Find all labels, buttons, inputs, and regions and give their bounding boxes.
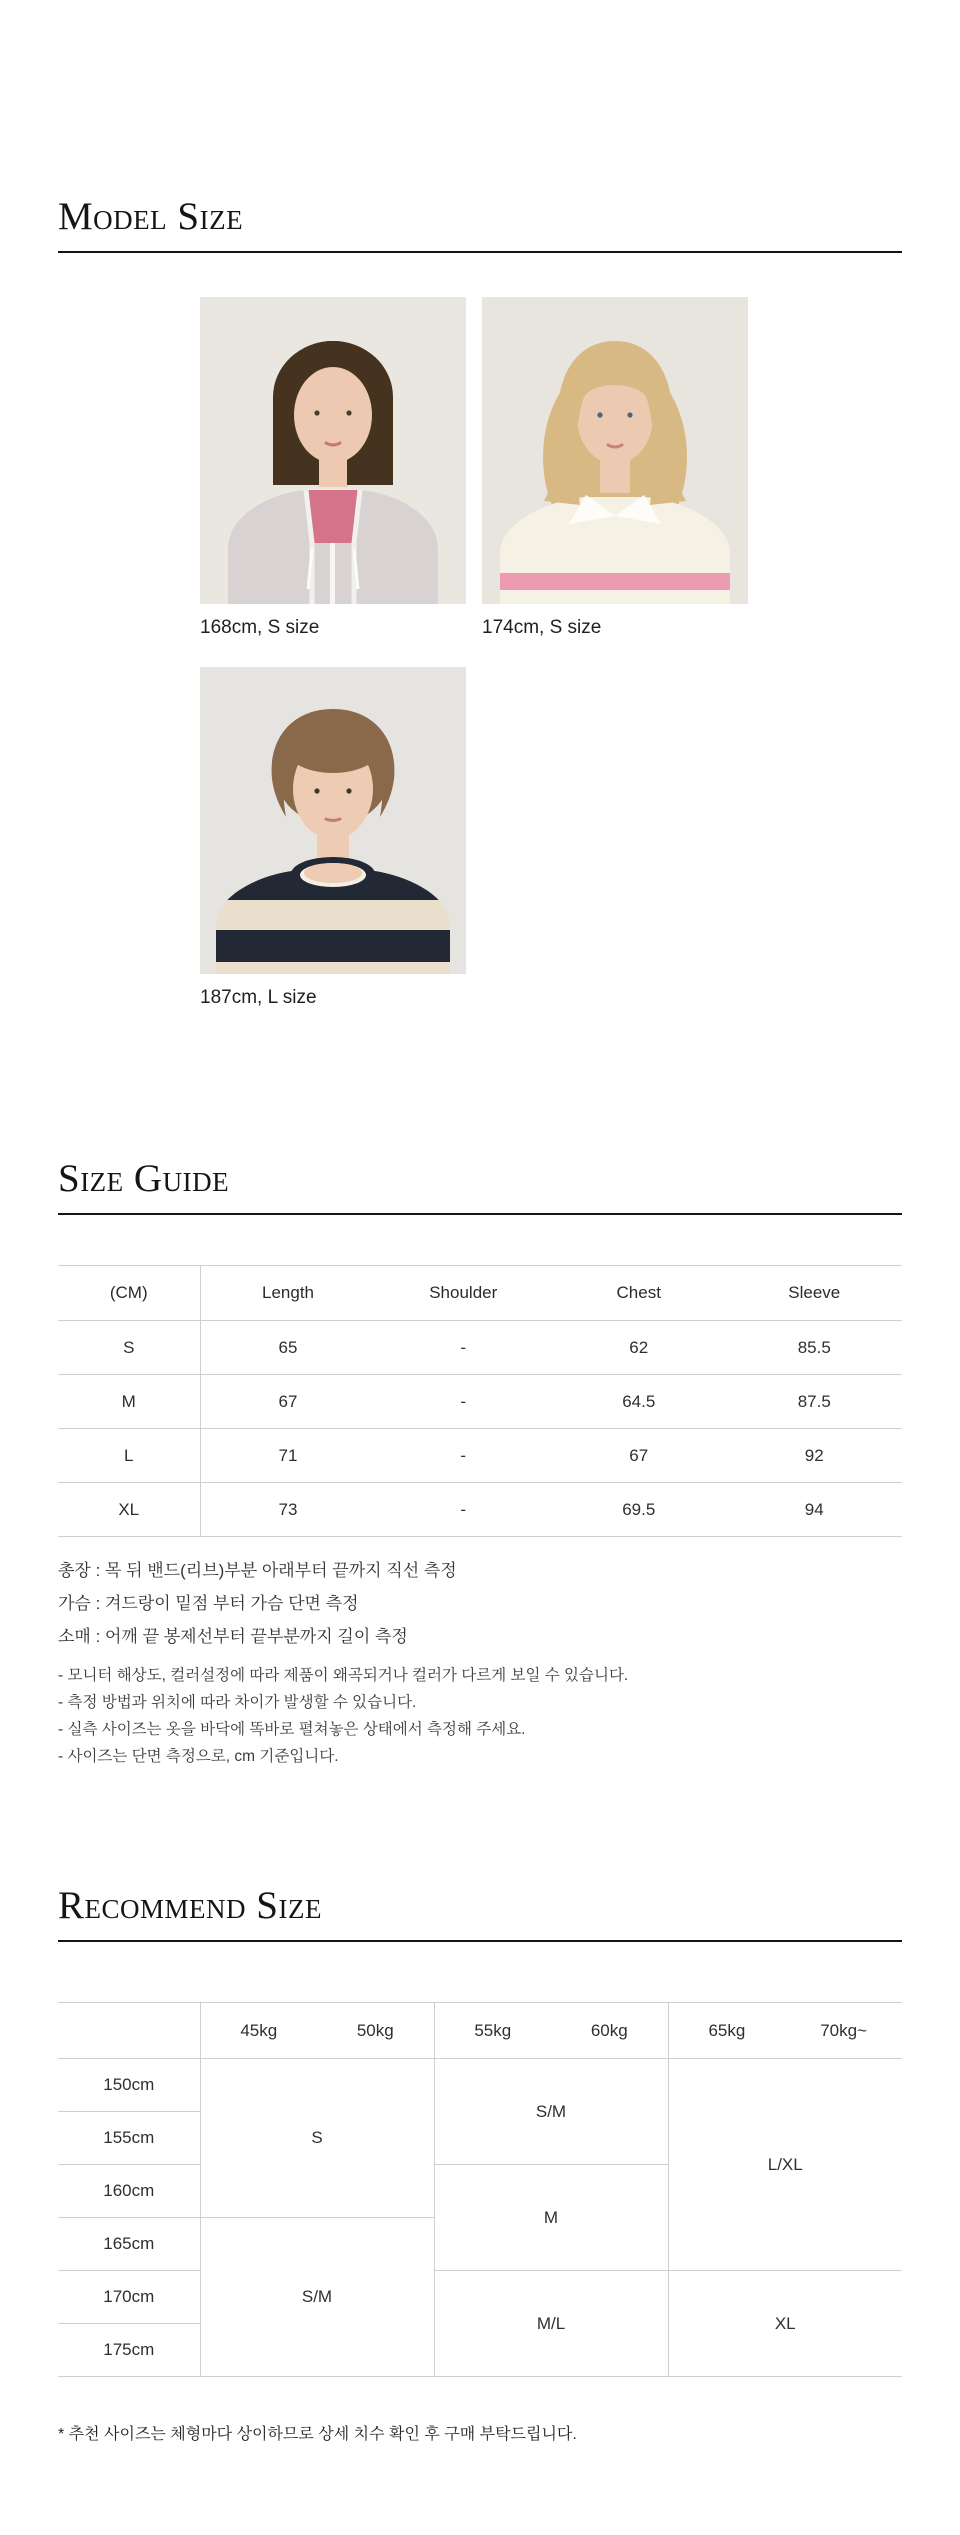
weight-header-65-70 — [668, 2003, 902, 2059]
model-figure-3 — [200, 667, 466, 1009]
recommend-corner-cell — [58, 2003, 200, 2059]
sleeve-value: 94 — [727, 1483, 903, 1537]
weight-label: 50kg — [356, 2020, 394, 2040]
size-label: XL — [58, 1483, 200, 1537]
weight-label: 65kg — [708, 2020, 746, 2040]
size-guide-section — [58, 1159, 902, 1770]
weight-header-55-60 — [434, 2003, 668, 2059]
size-label: M — [58, 1375, 200, 1429]
model-figure-2 — [482, 297, 748, 639]
measure-note-length: 총장 : 목 뒤 밴드(리브)부분 아래부터 끝까지 직선 측정 — [58, 1561, 457, 1580]
recommend-footnote: * 추천 사이즈는 체형마다 상이하므로 상세 치수 확인 후 구매 부탁드립니다. — [58, 2426, 577, 2443]
height-label: 160cm — [58, 2165, 200, 2218]
neck-opening — [304, 863, 362, 883]
chest-value: 64.5 — [551, 1375, 727, 1429]
size-col-header-chest: Chest — [551, 1266, 727, 1321]
sleeve-value: 87.5 — [727, 1375, 903, 1429]
general-note: - 측정 방법과 위치에 따라 차이가 발생할 수 있습니다. — [58, 1694, 417, 1711]
weight-pair — [669, 2021, 903, 2041]
knit-stripe-bottom — [216, 930, 450, 962]
model-caption-1: 168cm, S size — [200, 617, 320, 638]
model-photo-grid — [200, 297, 748, 1037]
mouth — [326, 819, 340, 821]
recommend-cell-lxl: L/XL — [668, 2059, 902, 2271]
recommend-cell-sm2: S/M — [200, 2218, 434, 2377]
size-label: S — [58, 1321, 200, 1375]
size-col-header-cm: (CM) — [58, 1266, 200, 1321]
model-caption-3: 187cm, L size — [200, 987, 317, 1008]
size-col-header-shoulder: Shoulder — [376, 1266, 552, 1321]
height-label: 170cm — [58, 2271, 200, 2324]
chest-value: 62 — [551, 1321, 727, 1375]
zipper — [330, 543, 335, 604]
chest-value: 67 — [551, 1429, 727, 1483]
chest-value: 69.5 — [551, 1483, 727, 1537]
recommend-cell-ml: M/L — [434, 2271, 668, 2377]
model-figure-1 — [200, 297, 466, 639]
size-row-l — [58, 1429, 902, 1483]
height-label: 150cm — [58, 2059, 200, 2112]
weight-header-45-50 — [200, 2003, 434, 2059]
model-size-section — [58, 0, 902, 1037]
recommend-header-row — [58, 2003, 902, 2059]
height-label: 165cm — [58, 2218, 200, 2271]
general-note: - 실측 사이즈는 옷을 바닥에 똑바로 펼쳐놓은 상태에서 측정해 주세요. — [58, 1721, 526, 1738]
shoulder-value: - — [376, 1375, 552, 1429]
size-col-header-sleeve: Sleeve — [727, 1266, 903, 1321]
size-col-header-length: Length — [200, 1266, 376, 1321]
size-row-s — [58, 1321, 902, 1375]
model-photo-1 — [200, 297, 466, 604]
size-guide-table — [58, 1265, 902, 1537]
general-notes — [58, 1662, 902, 1770]
length-value: 73 — [200, 1483, 376, 1537]
height-label: 175cm — [58, 2324, 200, 2377]
shoulder-value: - — [376, 1321, 552, 1375]
weight-pair — [435, 2021, 668, 2041]
recommend-size-section — [58, 1886, 902, 2446]
face — [294, 367, 372, 463]
recommend-cell-m: M — [434, 2165, 668, 2271]
general-note: - 사이즈는 단면 측정으로, cm 기준입니다. — [58, 1748, 339, 1765]
length-value: 71 — [200, 1429, 376, 1483]
hair-fringe — [283, 717, 383, 773]
size-table-header-row — [58, 1266, 902, 1321]
left-eye — [314, 788, 319, 793]
model-caption-2: 174cm, S size — [482, 617, 602, 638]
measure-note-sleeve: 소매 : 어깨 끝 봉제선부터 끝부분까지 길이 측정 — [58, 1627, 408, 1646]
height-label: 155cm — [58, 2112, 200, 2165]
content-column — [58, 0, 902, 2446]
left-eye — [314, 410, 319, 415]
shoulder-value: - — [376, 1483, 552, 1537]
weight-label: 60kg — [590, 2020, 628, 2040]
recommend-row-150 — [58, 2059, 902, 2112]
sleeve-value: 92 — [727, 1429, 903, 1483]
recommend-size-table — [58, 2002, 902, 2377]
right-eye — [627, 412, 632, 417]
length-value: 67 — [200, 1375, 376, 1429]
polo-pink-stripe — [500, 573, 730, 590]
weight-pair — [201, 2021, 434, 2041]
pink-tee — [306, 490, 360, 543]
weight-label: 55kg — [474, 2020, 512, 2040]
weight-label: 45kg — [240, 2020, 278, 2040]
left-eye — [597, 412, 602, 417]
model-photo-2 — [482, 297, 748, 604]
recommend-cell-xl: XL — [668, 2271, 902, 2377]
measure-note-chest: 가슴 : 겨드랑이 밑점 부터 가슴 단면 측정 — [58, 1594, 359, 1613]
right-eye — [346, 410, 351, 415]
sleeve-value: 85.5 — [727, 1321, 903, 1375]
recommend-cell-sm: S/M — [434, 2059, 668, 2165]
right-eye — [346, 788, 351, 793]
measurement-notes — [58, 1554, 902, 1653]
general-note: - 모니터 해상도, 컬러설정에 따라 제품이 왜곡되거나 컬러가 다르게 보일 수 있습니다. — [58, 1667, 629, 1684]
size-guide-heading: Size Guide — [58, 1159, 902, 1215]
size-label: L — [58, 1429, 200, 1483]
model-photo-3 — [200, 667, 466, 974]
length-value: 65 — [200, 1321, 376, 1375]
recommend-cell-s: S — [200, 2059, 434, 2218]
recommend-size-heading: Recommend Size — [58, 1886, 902, 1942]
shoulder-value: - — [376, 1429, 552, 1483]
weight-label: 70kg~ — [820, 2020, 868, 2040]
size-row-m — [58, 1375, 902, 1429]
model-size-heading: Model Size — [58, 197, 902, 253]
size-row-xl — [58, 1483, 902, 1537]
recommend-row-170 — [58, 2271, 902, 2324]
